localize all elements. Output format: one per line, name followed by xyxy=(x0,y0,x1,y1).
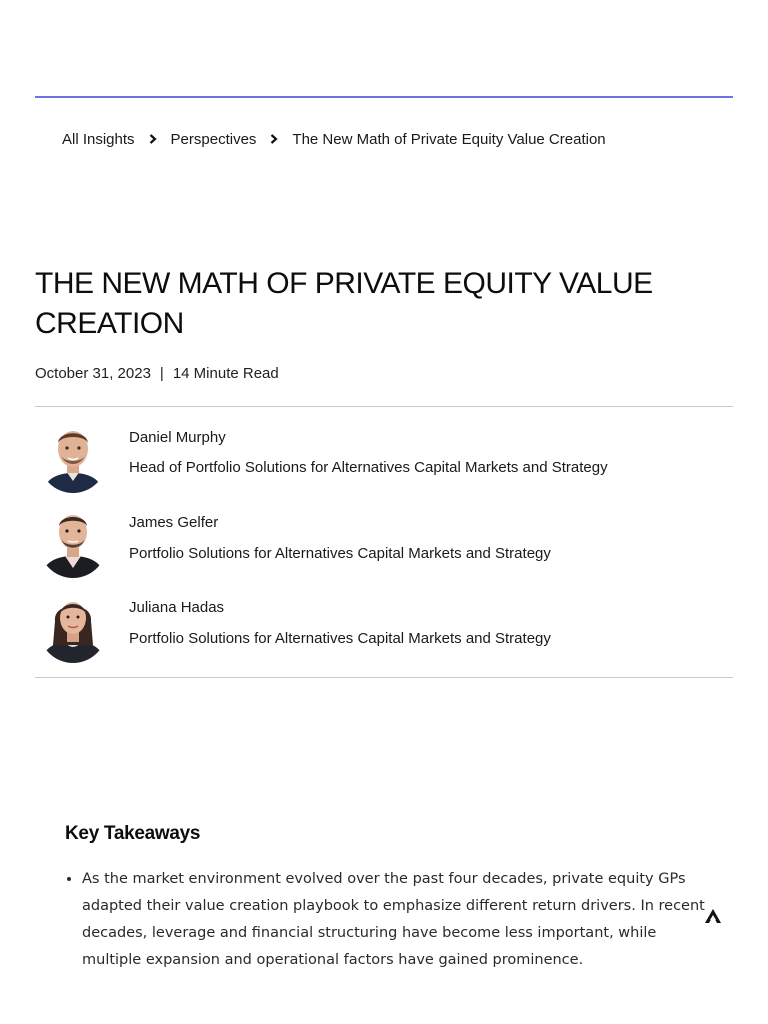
list-item: • As the market environment evolved over the past four decades, private equity GPs adapted their value creation playbook to emphasize different return drivers. In recent decades, leverage and financial structuring have become less important, while multiple expansion and operational factors have gained prominence. xyxy=(82,866,712,974)
author-name[interactable]: James Gelfer xyxy=(129,514,219,531)
breadcrumb-link-all-insights[interactable]: All Insights xyxy=(62,130,135,148)
chevron-right-icon xyxy=(270,134,278,144)
author-card xyxy=(35,504,733,584)
author-role: Portfolio Solutions for Alternatives Capital Markets and Strategy xyxy=(129,630,551,647)
author-role: Head of Portfolio Solutions for Alternatives Capital Markets and Strategy xyxy=(129,459,608,476)
logo-up-icon[interactable] xyxy=(704,908,722,924)
breadcrumb-current: The New Math of Private Equity Value Creation xyxy=(292,130,606,148)
header-divider xyxy=(35,96,733,98)
author-name[interactable]: Daniel Murphy xyxy=(129,429,226,446)
page-title: THE NEW MATH OF PRIVATE EQUITY VALUE CREATION xyxy=(35,267,653,340)
author-role: Portfolio Solutions for Alternatives Capital Markets and Strategy xyxy=(129,545,551,562)
author-name[interactable]: Juliana Hadas xyxy=(129,599,225,616)
avatar xyxy=(39,421,107,493)
read-time: 14 Minute Read xyxy=(172,365,279,382)
avatar xyxy=(39,506,107,578)
publish-date: October 31, 2023 xyxy=(35,365,151,382)
meta-separator: | xyxy=(159,365,164,382)
article-meta xyxy=(35,365,279,382)
breadcrumb-link-perspectives[interactable]: Perspectives xyxy=(170,130,257,148)
author-card xyxy=(35,419,733,499)
breadcrumb xyxy=(62,128,606,150)
authors-section xyxy=(35,406,733,678)
author-card xyxy=(35,589,733,669)
key-takeaways-heading: Key Takeaways xyxy=(65,823,201,844)
chevron-right-icon xyxy=(149,134,157,144)
avatar xyxy=(39,591,107,663)
key-takeaways-list xyxy=(65,866,712,974)
